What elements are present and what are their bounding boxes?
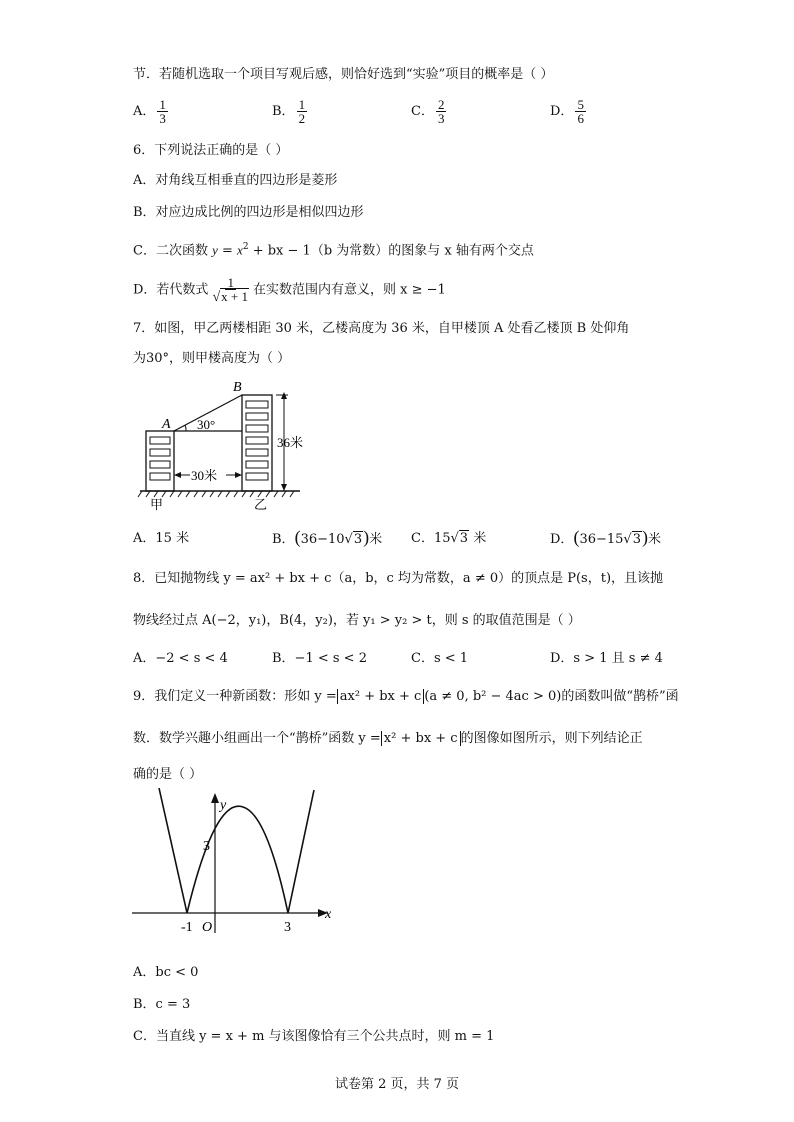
- q8-stem-line2: 物线经过点 A(−2，y₁)，B(4，y₂)，若 y₁ > y₂ > t，则 s 的取值范围是（ ）: [133, 613, 581, 628]
- root-neg-one-label: -1: [181, 920, 193, 935]
- building-jia-label: 甲: [150, 497, 164, 512]
- q7-building-figure: [130, 375, 330, 515]
- root-three-label: 3: [284, 920, 291, 935]
- q8-option-c: C．s < 1: [411, 651, 469, 666]
- q8-stem-line1: 8．已知抛物线 y = ax² + bx + c（a，b，c 均为常数，a ≠ 0）的顶点是 P(s，t)，且该抛: [133, 571, 664, 586]
- q7-option-c: C．15√3 米: [411, 531, 487, 546]
- angle-label: 30°: [197, 417, 216, 432]
- y-intercept-label: 3: [203, 839, 210, 854]
- q9-stem-line2: 数．数学兴趣小组画出一个“鹊桥”函数 y = x² + bx + c 的图像如图所示，则下列结论正: [133, 731, 643, 746]
- q9-option-a: A．bc < 0: [133, 965, 199, 980]
- q9-stem-line1: 9．我们定义一种新函数：形如 y = ax² + bx + c (a ≠ 0, b² − 4ac > 0)的函数叫做“鹊桥”函: [133, 689, 679, 704]
- q6-option-c: C．二次函数 $y = x^2$ + bx − 1（b 为常数）的图象与 x 轴有两个交点: [133, 242, 534, 259]
- origin-label: O: [202, 920, 213, 935]
- y-axis-label: y: [220, 798, 227, 813]
- q5-option-a: A． $\frac{1}{3}$: [133, 97, 166, 126]
- q9-stem-line3: 确的是（ ）: [133, 767, 203, 782]
- q8-option-d: D．s > 1 且 s ≠ 4: [550, 651, 663, 666]
- q8-option-b: B．−1 < s < 2: [272, 651, 367, 666]
- point-a-label: A: [162, 417, 171, 432]
- q9-option-c: C．当直线 y = x + m 与该图像恰有三个公共点时，则 m = 1: [133, 1029, 495, 1044]
- q9-graph-figure: [128, 788, 348, 938]
- q6-option-b: B．对应边成比例的四边形是相似四边形: [133, 205, 364, 220]
- q6-option-a: A．对角线互相垂直的四边形是菱形: [133, 173, 338, 188]
- x-axis-label: x: [325, 907, 332, 922]
- q7-option-d: D．(36−15√3)米: [550, 527, 662, 547]
- q5-option-c: C． $\frac{2}{3}$: [411, 97, 445, 126]
- q6-option-d: D．若代数式 $\frac{1}{√x + 1}$ 在实数范围内有意义，则 x ≥ −1: [133, 275, 446, 305]
- point-b-label: B: [233, 380, 242, 395]
- page-footer: 试卷第 2 页，共 7 页: [334, 1077, 460, 1092]
- q5-option-b: B． $\frac{1}{2}$: [272, 97, 306, 126]
- building-yi-label: 乙: [254, 497, 268, 512]
- q7-option-b: B．(36−10√3)米: [272, 527, 383, 547]
- q8-option-a: A．−2 < s < 4: [133, 651, 228, 666]
- height-label: 36米: [277, 435, 304, 450]
- q6-stem: 6．下列说法正确的是（ ）: [133, 143, 289, 158]
- q7-stem-line1: 7．如图，甲乙两楼相距 30 米，乙楼高度为 36 米，自甲楼顶 A 处看乙楼顶 B 处仰角: [133, 321, 630, 336]
- q5-option-d: D． $\frac{5}{6}$: [550, 97, 584, 126]
- distance-label: 30米: [191, 468, 218, 483]
- q7-stem-line2: 为30°，则甲楼高度为（ ）: [133, 351, 291, 366]
- q5-stem: 节．若随机选取一个项目写观后感，则恰好选到“实验”项目的概率是（ ）: [133, 67, 554, 82]
- q7-option-a: A．15 米: [133, 531, 190, 546]
- q9-option-b: B．c = 3: [133, 997, 191, 1012]
